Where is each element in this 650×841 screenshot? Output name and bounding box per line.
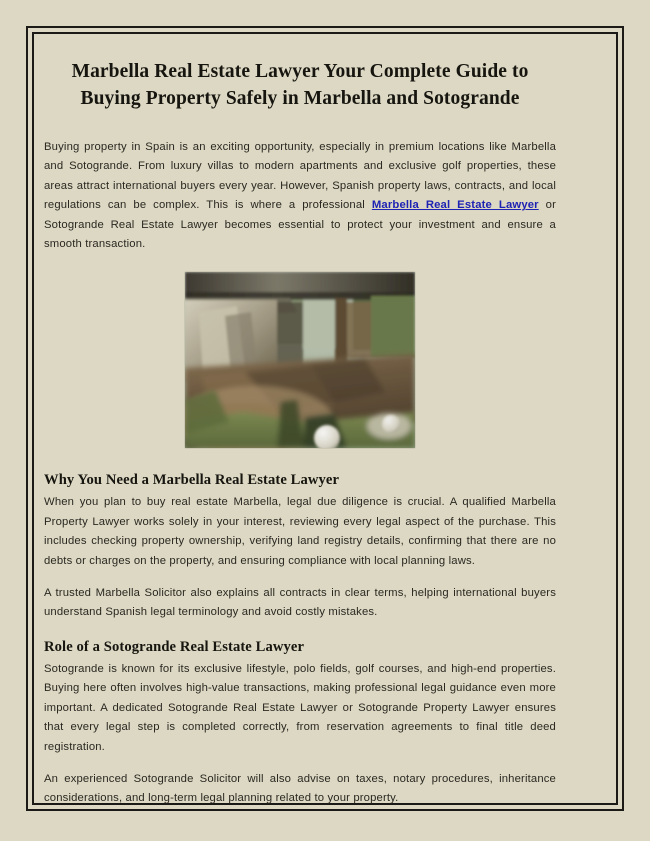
section-paragraph: Sotogrande is known for its exclusive lifestyle, polo fields, golf courses, and high-end properties. Buying here often involves high-value transactions, making professional legal guidance even more important. A dedicated Sotogrande Real Estate Lawyer or Sotogrande Property Lawyer ensures that every legal step is completed correctly, from reservation agreements to final title deed registration.	[44, 662, 556, 753]
document-content	[44, 58, 556, 823]
villa-terrace-illustration	[185, 272, 415, 448]
intro-text-part1: Buying property in Spain is an exciting opportunity, especially in premium locations like Marbella and Sotogrande. From luxury villas to modern apartments and exclusive golf properties, these areas attract international buyers every year. However, Spanish property laws, contracts, and local regulations can be complex. This is where a professional	[44, 141, 556, 212]
page-title: Marbella Real Estate Lawyer Your Complete Guide to Buying Property Safely in Marbella and Sotogrande	[71, 61, 529, 109]
section-paragraph: An experienced Sotogrande Solicitor will also advise on taxes, notary procedures, inheritance considerations, and long-term legal planning related to your property.	[44, 772, 556, 805]
section-role-of-a-sotogrande-real-estate-lawyer	[44, 637, 556, 809]
section-paragraph: A trusted Marbella Solicitor also explains all contracts in clear terms, helping international buyers understand Spanish legal terminology and avoid costly mistakes.	[44, 587, 556, 619]
section-why-you-need-a-marbella-real-estate-lawyer	[44, 470, 556, 622]
section-heading: Role of a Sotogrande Real Estate Lawyer	[44, 638, 305, 655]
section-paragraph: When you plan to buy real estate Marbella, legal due diligence is crucial. A qualified Marbella Property Lawyer works solely in your interest, reviewing every legal aspect of the purchase. This includes checking property ownership, verifying land registry details, confirming that there are no debts or charges on the property, and ensuring compliance with local planning laws.	[44, 496, 556, 567]
intro-paragraph	[44, 138, 556, 254]
villa-terrace-photo	[185, 272, 415, 448]
intro-text-part2: or Sotogrande Real Estate Lawyer becomes essential to protect your investment and ensure a smooth transaction.	[44, 199, 556, 251]
marbella-real-estate-lawyer-link[interactable]: Marbella Real Estate Lawyer	[371, 199, 539, 212]
section-heading: Why You Need a Marbella Real Estate Lawyer	[44, 472, 340, 489]
figure-container	[44, 272, 556, 448]
